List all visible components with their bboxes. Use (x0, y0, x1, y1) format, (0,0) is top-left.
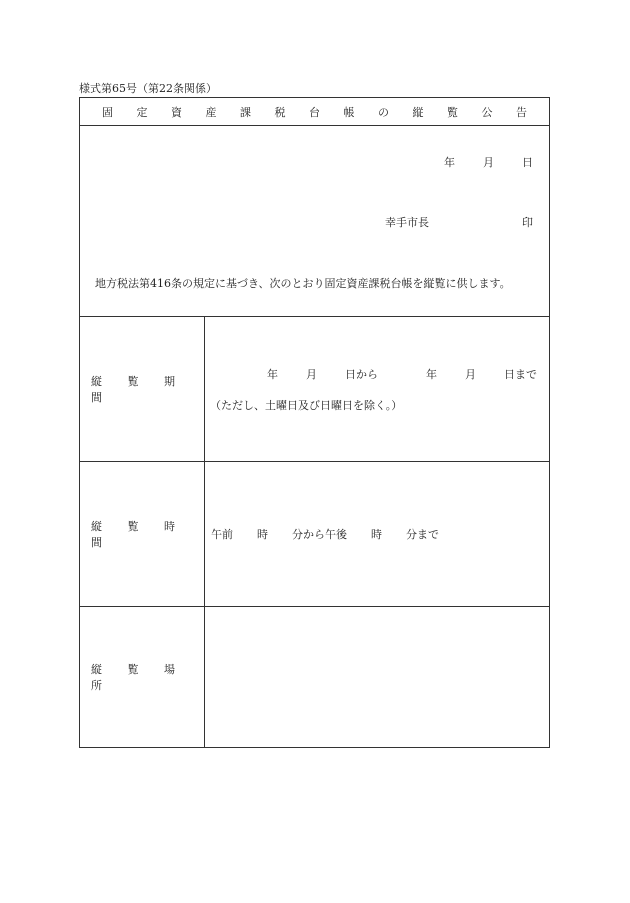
notice-date-line (444, 154, 533, 170)
month-label: 月 (483, 156, 494, 169)
period-to-year: 年 (426, 368, 437, 381)
hours-hour1: 時 (257, 528, 268, 541)
period-to-day: 日まで (504, 368, 537, 381)
inspection-place-value-cell (205, 607, 549, 747)
period-from-month: 月 (306, 368, 317, 381)
hours-min-from: 分から午後 (292, 528, 347, 541)
notice-form-table (79, 97, 550, 748)
inspection-hours-label: 縦 覧 時 間 (91, 520, 186, 549)
form-number: 様式第65号（第22条関係） (79, 82, 217, 95)
period-from-day: 日から (345, 368, 378, 381)
inspection-hours-row (80, 462, 549, 607)
title-row (80, 98, 549, 126)
document-title: 固 定 資 産 課 税 台 帳 の 縦 覧 公 告 (102, 105, 537, 119)
seal-mark: 印 (522, 216, 533, 229)
period-to-month: 月 (465, 368, 476, 381)
inspection-period-label-cell (80, 317, 205, 461)
hours-min-to: 分まで (406, 528, 439, 541)
period-from-year: 年 (267, 368, 278, 381)
notice-statement: 地方税法第416条の規定に基づき、次のとおり固定資産課税台帳を縦覧に供します。 (95, 277, 511, 290)
inspection-place-row (80, 607, 549, 747)
period-range (267, 366, 537, 382)
hours-am: 午前 (211, 528, 233, 541)
hours-range (211, 526, 439, 542)
year-label: 年 (444, 156, 455, 169)
mayor-name: 幸手市長 (385, 216, 429, 229)
notice-area (80, 126, 549, 317)
inspection-period-label: 縦 覧 期 間 (91, 375, 186, 404)
inspection-period-value-cell (205, 317, 549, 461)
period-exception-note: （ただし、土曜日及び日曜日を除く。） (210, 399, 403, 412)
inspection-place-label-cell (80, 607, 205, 747)
day-label: 日 (522, 156, 533, 169)
inspection-hours-value-cell (205, 462, 549, 606)
inspection-period-row (80, 317, 549, 462)
inspection-hours-label-cell (80, 462, 205, 606)
inspection-place-label: 縦 覧 場 所 (91, 663, 186, 692)
hours-hour2: 時 (371, 528, 382, 541)
